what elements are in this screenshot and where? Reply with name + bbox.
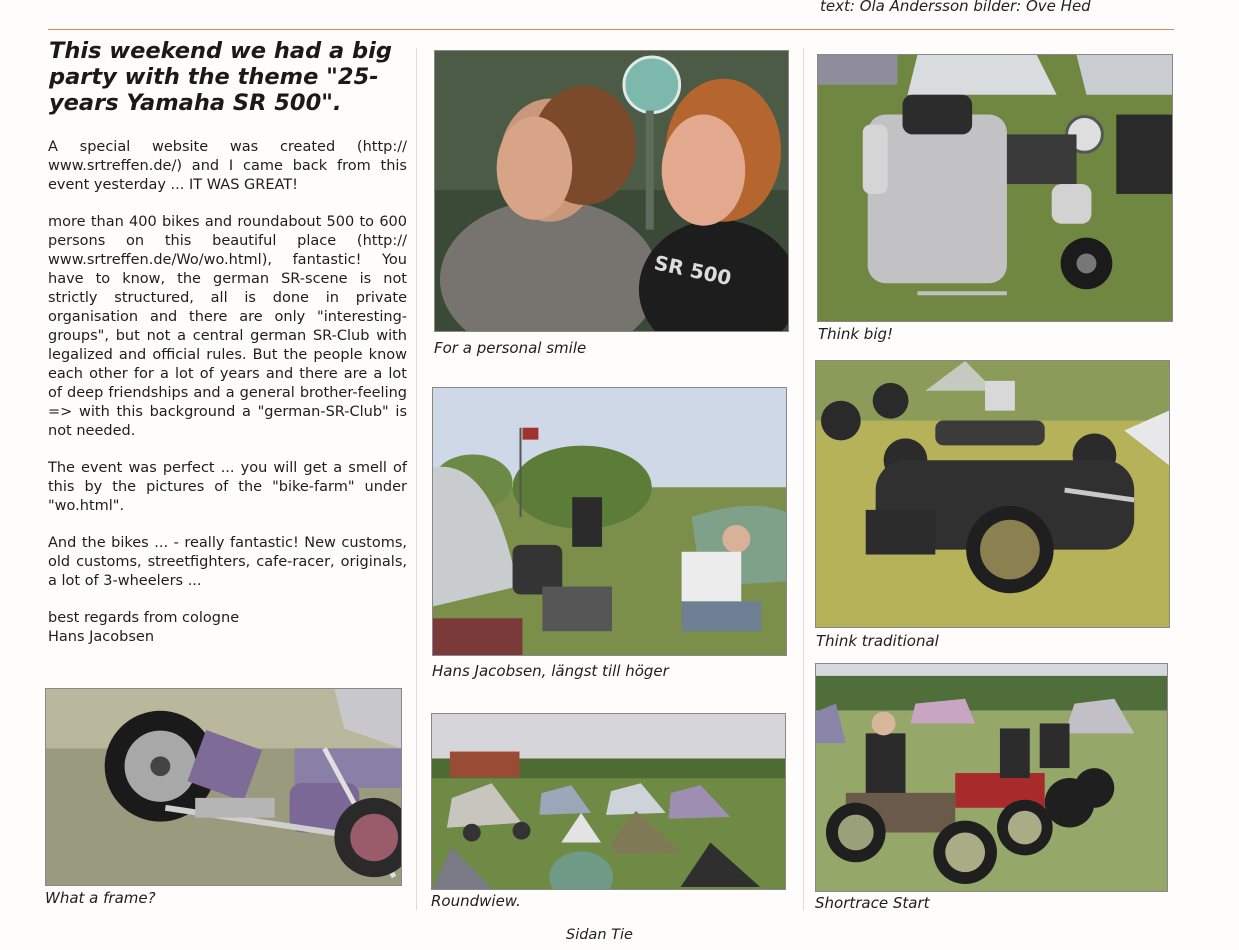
shirt-print: SR 500	[652, 251, 734, 291]
photo-think-big	[817, 54, 1173, 322]
caption-think-traditional: Think traditional	[816, 632, 939, 650]
photo-shortrace-start	[815, 663, 1168, 892]
photo-roundview	[431, 713, 786, 890]
article-paragraph: A special website was created (http:// www.srtreffen.de/) and I came back from this event yesterday ... IT WAS GREAT!	[48, 139, 407, 193]
chopper-image	[46, 689, 401, 885]
roundview-image	[432, 714, 785, 889]
article-body	[48, 138, 407, 647]
headline-line: years Yamaha SR 500".	[49, 90, 342, 116]
photo-think-traditional	[815, 360, 1170, 628]
photo-credit: text: Ola Andersson bilder: Ove Hed	[820, 0, 1091, 15]
column-divider-1	[416, 48, 417, 910]
caption-think-big: Think big!	[818, 325, 894, 343]
headline-line: This weekend we had a big	[49, 38, 392, 64]
sidecar-image	[818, 55, 1172, 321]
caption-hans-jacobsen: Hans Jacobsen, längst till höger	[432, 662, 669, 680]
photo-personal-smile	[434, 50, 789, 332]
shortrace-image	[816, 664, 1167, 891]
page-footer: Sidan Tie	[566, 927, 633, 943]
traditional-image	[816, 361, 1169, 627]
headline-line: party with the theme "25-	[49, 64, 379, 90]
article-paragraph: The event was perfect ... you will get a smell of this by the pictures of the "bike-farm" under "wo.html".	[48, 460, 407, 514]
header-rule	[48, 29, 1174, 30]
article-headline	[49, 38, 421, 116]
author-name: Hans Jacobsen	[48, 629, 155, 645]
smile-image	[435, 51, 788, 331]
caption-what-a-frame: What a frame?	[45, 889, 156, 907]
photo-chopper-frame	[45, 688, 402, 886]
photo-hans-jacobsen	[432, 387, 787, 656]
article-paragraph: more than 400 bikes and roundabout 500 to 600 persons on this beautiful place (http:// www.srtreffen.de/Wo/wo.html), fantastic! You have to know, the german SR-scene is not strictly structured, all is done in private organisation and there are only "interesting-groups", but not a central german SR-Club with legalized and official rules. But the people know each other for a lot of years and there are a lot of deep friendships and a general brother-feeling => with this background a "german-SR-Club" is not needed.	[48, 214, 407, 439]
caption-shortrace-start: Shortrace Start	[815, 894, 930, 912]
camp-group-image	[433, 388, 786, 655]
signoff: best regards from cologne	[48, 610, 240, 626]
caption-personal-smile: For a personal smile	[434, 339, 587, 357]
caption-roundview: Roundwiew.	[431, 892, 521, 910]
column-divider-2	[803, 48, 804, 910]
article-paragraph: And the bikes ... - really fantastic! New customs, old customs, streetfighters, cafe-racer, originals, a lot of 3-wheelers ...	[48, 535, 407, 589]
